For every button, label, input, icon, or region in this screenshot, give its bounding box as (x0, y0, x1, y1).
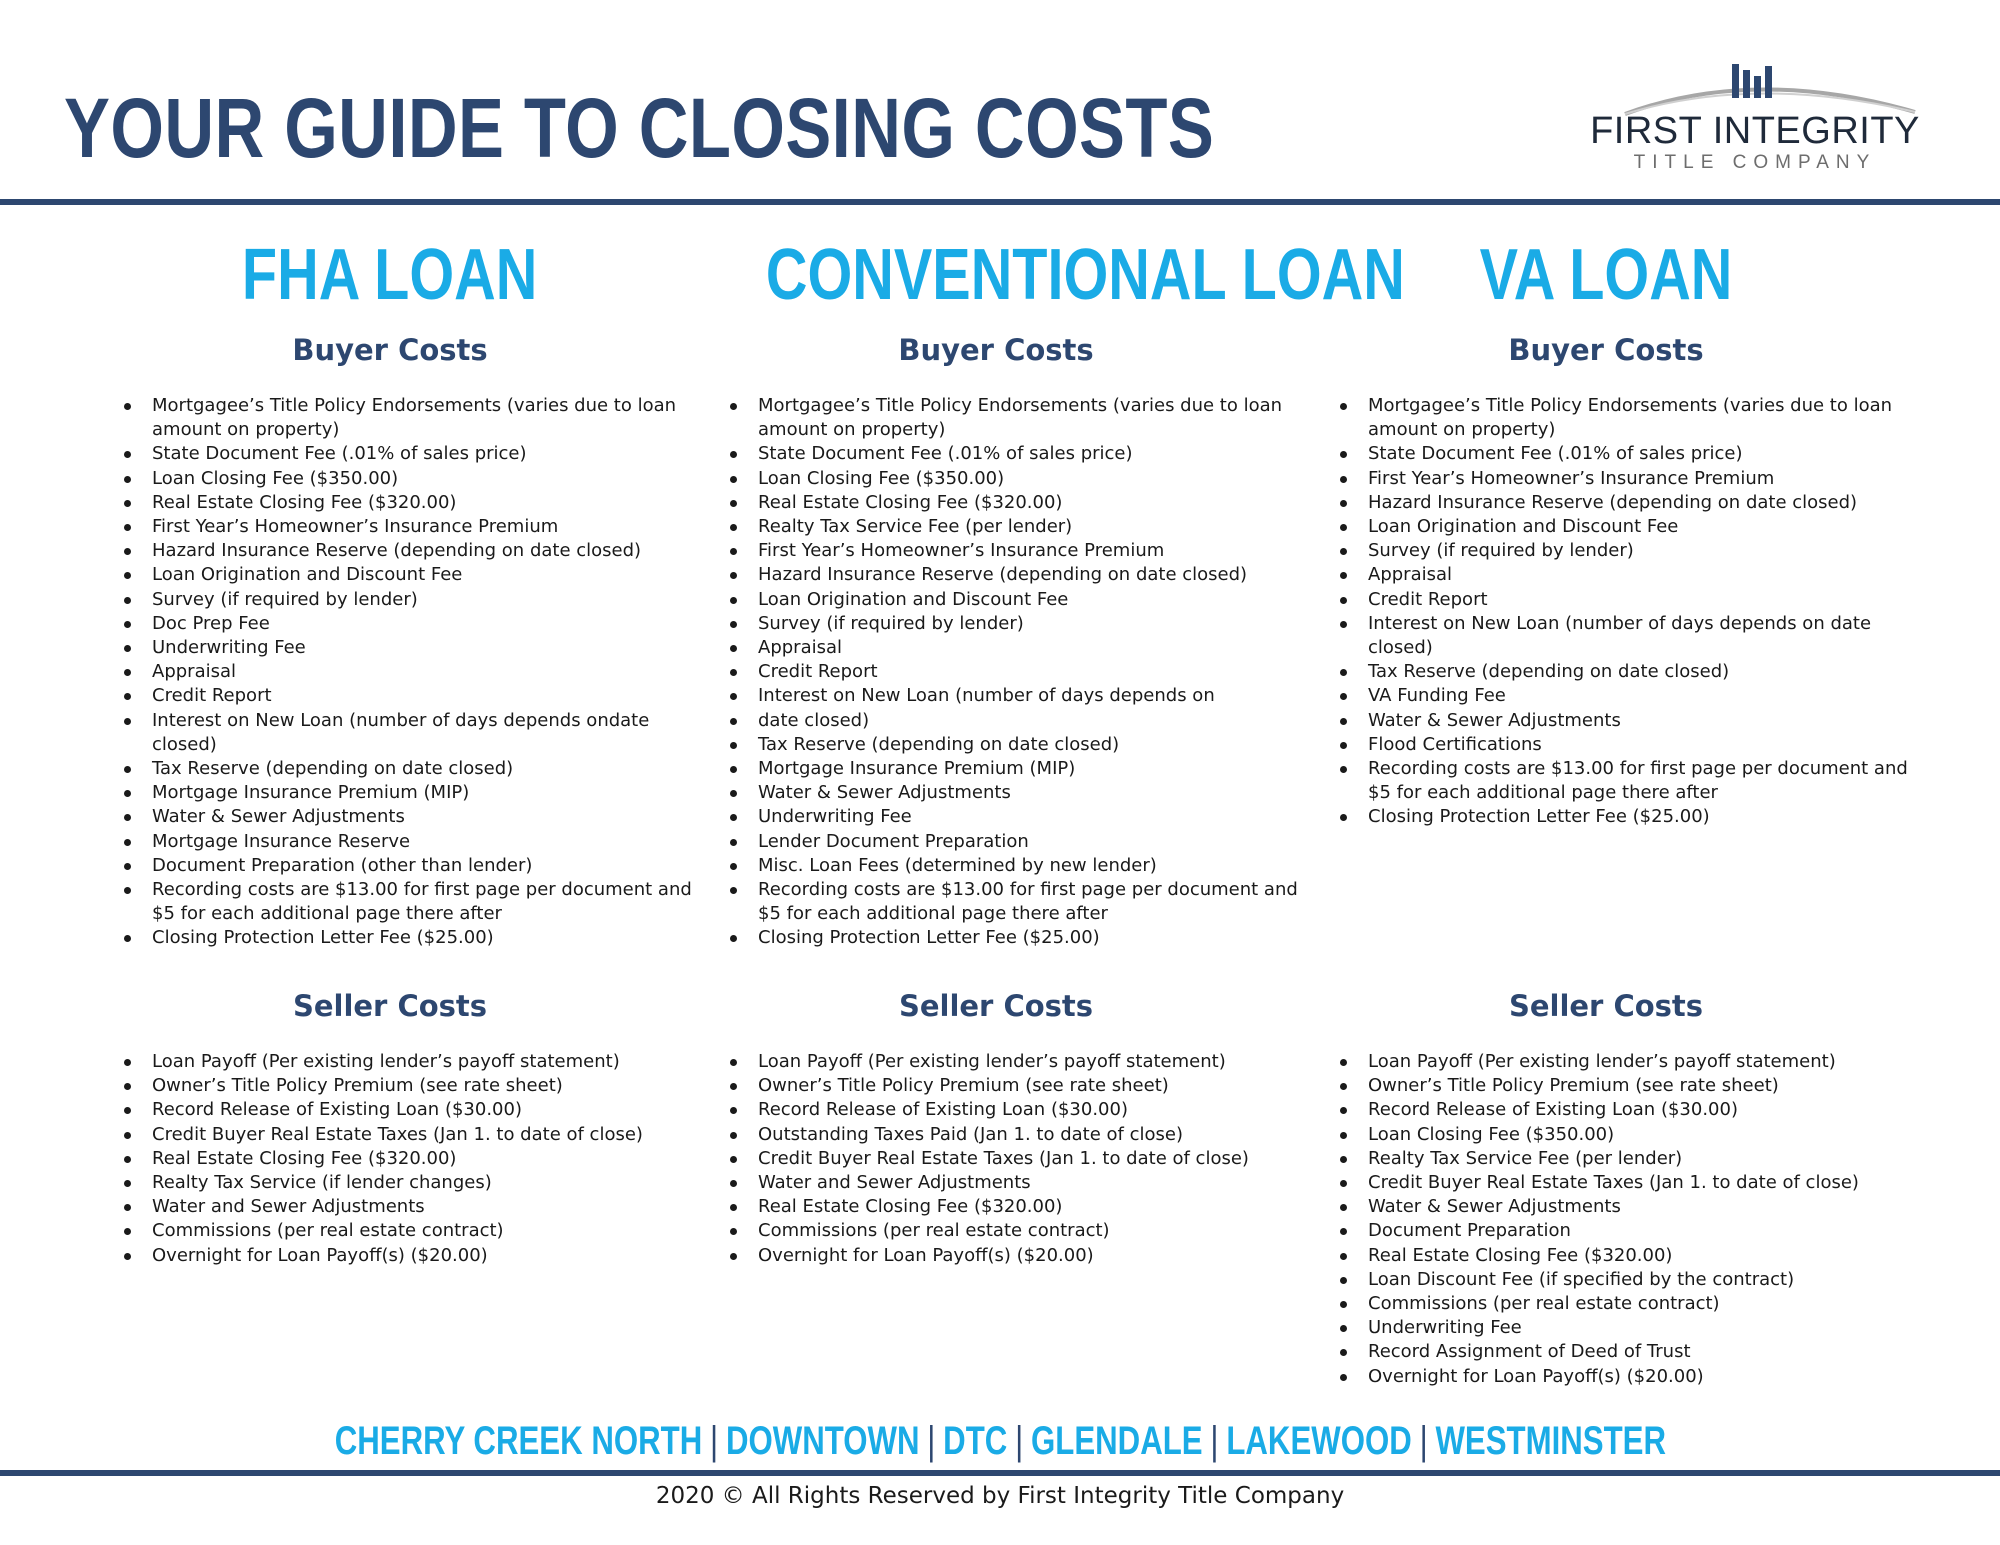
seller-costs-section (686, 980, 1306, 1268)
building-arc-icon (1585, 58, 1925, 118)
list-item: First Year’s Homeowner’s Insurance Premium (120, 515, 700, 539)
list-item: Survey (if required by lender) (726, 612, 1306, 636)
location-separator: | (926, 1419, 936, 1463)
list-item: Hazard Insurance Reserve (depending on date closed) (120, 539, 700, 563)
section-heading: Seller Costs (292, 989, 488, 1023)
list-item: Loan Origination and Discount Fee (120, 563, 700, 587)
list-item: Credit Report (120, 684, 700, 708)
list-item: Real Estate Closing Fee ($320.00) (120, 1147, 700, 1171)
list-item: Credit Buyer Real Estate Taxes (Jan 1. to date of close) (726, 1147, 1306, 1171)
list-item: Loan Payoff (Per existing lender’s payoff statement) (1336, 1050, 1916, 1074)
location-name: LAKEWOOD (1225, 1419, 1412, 1463)
list-item: State Document Fee (.01% of sales price) (1336, 442, 1916, 466)
list-item: Underwriting Fee (1336, 1316, 1916, 1340)
section-heading: Buyer Costs (1508, 333, 1704, 367)
page-title: YOUR GUIDE TO CLOSING COSTS (64, 81, 1215, 175)
list-item: Doc Prep Fee (120, 612, 700, 636)
cost-list (1296, 394, 1916, 830)
section-heading: Buyer Costs (898, 333, 1094, 367)
location-name: DOWNTOWN (725, 1419, 920, 1463)
location-name: DTC (942, 1419, 1007, 1463)
list-item: Credit Report (726, 660, 1306, 684)
list-item: Tax Reserve (depending on date closed) (1336, 660, 1916, 684)
list-item: Interest on New Loan (number of days depends on date closed) (1336, 612, 1916, 660)
buyer-costs-section (1296, 324, 1916, 830)
list-item: date closed) (726, 709, 1306, 733)
list-item: Outstanding Taxes Paid (Jan 1. to date of close) (726, 1123, 1306, 1147)
buyer-costs-section (686, 324, 1306, 951)
list-item: Owner’s Title Policy Premium (see rate sheet) (1336, 1074, 1916, 1098)
list-item: Closing Protection Letter Fee ($25.00) (1336, 805, 1916, 829)
list-item: Appraisal (726, 636, 1306, 660)
loan-title: VA LOAN (1479, 235, 1733, 315)
loan-title: CONVENTIONAL LOAN (765, 235, 1405, 315)
list-item: Water & Sewer Adjustments (1336, 1195, 1916, 1219)
list-item: Tax Reserve (depending on date closed) (726, 733, 1306, 757)
list-item: Lender Document Preparation (726, 830, 1306, 854)
logo-name: FIRST INTEGRITY (1590, 110, 1920, 152)
cost-list (80, 1050, 700, 1268)
cost-list (686, 1050, 1306, 1268)
list-item: Overnight for Loan Payoff(s) ($20.00) (120, 1244, 700, 1268)
list-item: VA Funding Fee (1336, 684, 1916, 708)
va-loan-column (1296, 230, 1916, 1387)
section-heading: Seller Costs (1508, 989, 1704, 1023)
list-item: Loan Closing Fee ($350.00) (120, 467, 700, 491)
list-item: Commissions (per real estate contract) (1336, 1292, 1916, 1316)
cost-list (80, 394, 700, 951)
list-item: First Year’s Homeowner’s Insurance Premium (726, 539, 1306, 563)
list-item: Appraisal (1336, 563, 1916, 587)
list-item: Real Estate Closing Fee ($320.00) (1336, 1244, 1916, 1268)
list-item: Misc. Loan Fees (determined by new lender) (726, 854, 1306, 878)
list-item: Survey (if required by lender) (120, 588, 700, 612)
list-item: Credit Buyer Real Estate Taxes (Jan 1. to date of close) (120, 1123, 700, 1147)
list-item: Real Estate Closing Fee ($320.00) (726, 491, 1306, 515)
buyer-costs-section (80, 324, 700, 951)
list-item: Mortgagee’s Title Policy Endorsements (varies due to loan amount on property) (120, 394, 700, 442)
list-item: Owner’s Title Policy Premium (see rate sheet) (726, 1074, 1306, 1098)
list-item: Loan Closing Fee ($350.00) (1336, 1123, 1916, 1147)
loan-title: FHA LOAN (242, 235, 538, 315)
list-item: Realty Tax Service Fee (per lender) (726, 515, 1306, 539)
list-item: Loan Origination and Discount Fee (1336, 515, 1916, 539)
list-item: Recording costs are $13.00 for first page per document and $5 for each additional page there after (726, 878, 1306, 926)
list-item: Credit Buyer Real Estate Taxes (Jan 1. to date of close) (1336, 1171, 1916, 1195)
location-name: GLENDALE (1030, 1419, 1203, 1463)
list-item: Recording costs are $13.00 for first page per document and $5 for each additional page there after (120, 878, 700, 926)
header-divider (0, 199, 2000, 205)
list-item: Water & Sewer Adjustments (726, 781, 1306, 805)
list-item: Water and Sewer Adjustments (726, 1171, 1306, 1195)
cost-list (686, 394, 1306, 951)
list-item: Commissions (per real estate contract) (120, 1219, 700, 1243)
location-separator: | (1419, 1419, 1428, 1463)
list-item: Document Preparation (other than lender) (120, 854, 700, 878)
list-item: Mortgage Insurance Premium (MIP) (120, 781, 700, 805)
section-heading: Buyer Costs (292, 333, 488, 367)
list-item: Interest on New Loan (number of days depends ondate closed) (120, 709, 700, 757)
list-item: Real Estate Closing Fee ($320.00) (120, 491, 700, 515)
list-item: Record Assignment of Deed of Trust (1336, 1340, 1916, 1364)
list-item: Realty Tax Service Fee (per lender) (1336, 1147, 1916, 1171)
section-heading: Seller Costs (898, 989, 1094, 1023)
seller-costs-section (1296, 980, 1916, 1389)
list-item: Closing Protection Letter Fee ($25.00) (726, 926, 1306, 950)
list-item: Mortgagee’s Title Policy Endorsements (varies due to loan amount on property) (726, 394, 1306, 442)
list-item: Record Release of Existing Loan ($30.00) (726, 1098, 1306, 1122)
location-separator: | (709, 1419, 718, 1463)
location-name: CHERRY CREEK NORTH (334, 1419, 702, 1463)
list-item: Survey (if required by lender) (1336, 539, 1916, 563)
location-separator: | (1210, 1419, 1219, 1463)
list-item: Loan Origination and Discount Fee (726, 588, 1306, 612)
list-item: Overnight for Loan Payoff(s) ($20.00) (726, 1244, 1306, 1268)
list-item: Owner’s Title Policy Premium (see rate sheet) (120, 1074, 700, 1098)
list-item: Credit Report (1336, 588, 1916, 612)
list-item: Record Release of Existing Loan ($30.00) (1336, 1098, 1916, 1122)
list-item: Underwriting Fee (726, 805, 1306, 829)
location-name: WESTMINSTER (1435, 1419, 1666, 1463)
list-item: Tax Reserve (depending on date closed) (120, 757, 700, 781)
list-item: Commissions (per real estate contract) (726, 1219, 1306, 1243)
list-item: State Document Fee (.01% of sales price) (726, 442, 1306, 466)
office-locations (0, 1416, 2000, 1466)
list-item: Appraisal (120, 660, 700, 684)
footer-divider (0, 1470, 2000, 1476)
cost-list (1296, 1050, 1916, 1389)
conventional-loan-column (686, 230, 1405, 1266)
list-item: Recording costs are $13.00 for first page per document and $5 for each additional page there after (1336, 757, 1916, 805)
list-item: Mortgagee’s Title Policy Endorsements (varies due to loan amount on property) (1336, 394, 1916, 442)
list-item: Loan Payoff (Per existing lender’s payoff statement) (120, 1050, 700, 1074)
list-item: Loan Payoff (Per existing lender’s payoff statement) (726, 1050, 1306, 1074)
list-item: Mortgage Insurance Reserve (120, 830, 700, 854)
list-item: First Year’s Homeowner’s Insurance Premium (1336, 467, 1916, 491)
list-item: Closing Protection Letter Fee ($25.00) (120, 926, 700, 950)
logo-subtitle: TITLE COMPANY (1633, 152, 1877, 173)
list-item: Water & Sewer Adjustments (1336, 709, 1916, 733)
list-item: Water & Sewer Adjustments (120, 805, 700, 829)
list-item: Real Estate Closing Fee ($320.00) (726, 1195, 1306, 1219)
list-item: Record Release of Existing Loan ($30.00) (120, 1098, 700, 1122)
fha-loan-column (80, 230, 700, 1266)
list-item: Interest on New Loan (number of days depends on (726, 684, 1306, 708)
location-separator: | (1014, 1419, 1023, 1463)
list-item: Flood Certifications (1336, 733, 1916, 757)
copyright-footer: 2020 © All Rights Reserved by First Integrity Title Company (655, 1483, 1345, 1509)
company-logo (1585, 58, 1925, 178)
seller-costs-section (80, 980, 700, 1268)
list-item: Hazard Insurance Reserve (depending on date closed) (726, 563, 1306, 587)
list-item: Overnight for Loan Payoff(s) ($20.00) (1336, 1365, 1916, 1389)
list-item: Loan Discount Fee (if specified by the contract) (1336, 1268, 1916, 1292)
list-item: Loan Closing Fee ($350.00) (726, 467, 1306, 491)
list-item: Hazard Insurance Reserve (depending on date closed) (1336, 491, 1916, 515)
list-item: Document Preparation (1336, 1219, 1916, 1243)
list-item: Underwriting Fee (120, 636, 700, 660)
list-item: Water and Sewer Adjustments (120, 1195, 700, 1219)
list-item: Realty Tax Service (if lender changes) (120, 1171, 700, 1195)
list-item: State Document Fee (.01% of sales price) (120, 442, 700, 466)
list-item: Mortgage Insurance Premium (MIP) (726, 757, 1306, 781)
